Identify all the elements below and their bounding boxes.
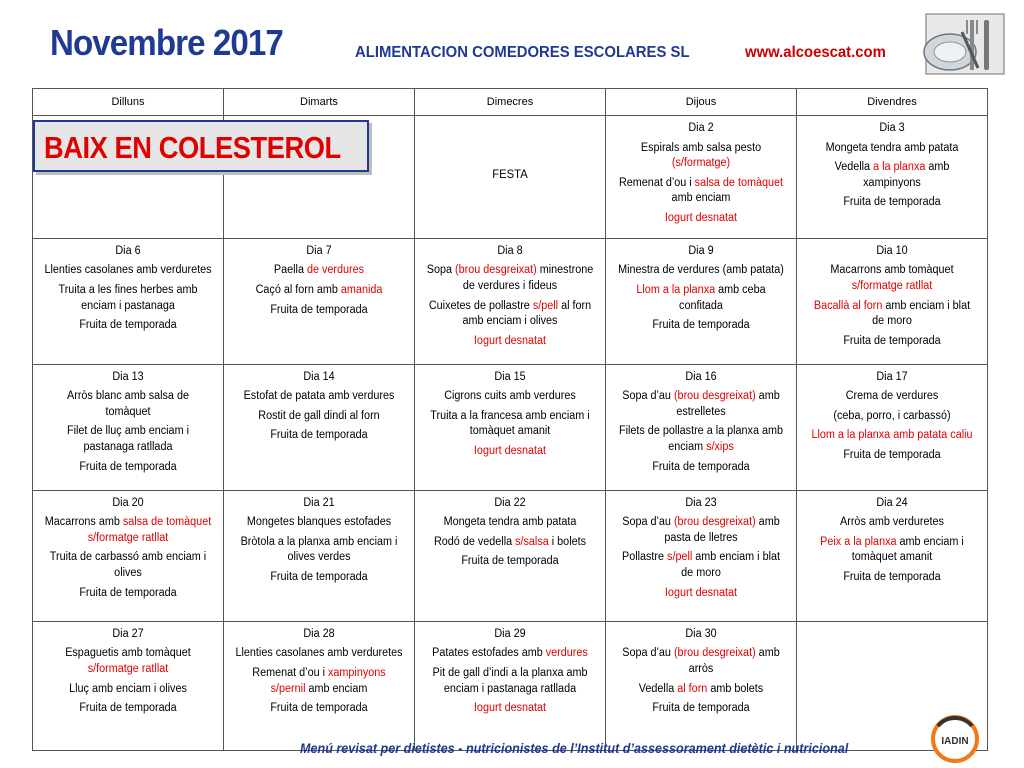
menu-line (617, 424, 784, 455)
menu-cell-thursday (606, 116, 797, 239)
menu-cell-wednesday (415, 621, 606, 750)
menu-line (426, 515, 593, 531)
menu-text: Fruita de temporada (652, 460, 750, 473)
menu-text: Espirals amb salsa pesto (640, 141, 762, 154)
menu-text: amb ceba confitada (679, 283, 766, 312)
menu-text: amb enciam i blat de moro (872, 299, 971, 328)
menu-cell-monday (33, 238, 224, 364)
menu-text: Fruita de temporada (461, 555, 559, 568)
highlight-text: (brou desgreixat) (455, 264, 537, 277)
menu-text: minestrone de verdures i fideus (462, 264, 594, 292)
menu-text: FESTA (492, 167, 528, 181)
menu-line (808, 448, 975, 464)
menu-line (426, 299, 593, 330)
menu-cell-wednesday (415, 238, 606, 364)
menu-text: Fruita de temporada (270, 702, 368, 715)
menu-text: Dia 29 (494, 627, 526, 640)
menu-line (235, 515, 402, 531)
day-number (44, 370, 211, 386)
menu-text: Dia 6 (115, 244, 141, 257)
highlight-text: amanida (340, 283, 383, 296)
highlight-text: (brou desgreixat) (673, 647, 756, 660)
day-number (235, 244, 402, 260)
menu-text: Macarrons amb (44, 516, 123, 529)
menu-text: Dia 22 (494, 496, 526, 509)
weekly-menu-table (32, 88, 988, 751)
menu-text: Rostit de gall dindi al forn (258, 409, 380, 422)
menu-text: Dia 7 (306, 244, 332, 257)
menu-cell-friday (797, 238, 988, 364)
menu-line (426, 166, 593, 182)
menu-text: Fruita de temporada (270, 429, 368, 442)
menu-line (235, 409, 402, 425)
menu-line (235, 570, 402, 586)
menu-line (617, 389, 784, 420)
menu-text: Mongeta tendra amb patata (443, 516, 577, 529)
menu-line (44, 283, 211, 314)
menu-cell-friday (797, 490, 988, 621)
highlight-text: Iogurt desnatat (664, 211, 738, 224)
menu-line (617, 283, 784, 314)
menu-text: Estofat de patata amb verdures (243, 390, 395, 403)
menu-line (235, 701, 402, 717)
menu-cell-thursday (606, 364, 797, 490)
menu-text: Dia 9 (688, 244, 714, 257)
menu-text: Fruita de temporada (270, 570, 368, 583)
menu-cell-thursday (606, 490, 797, 621)
menu-line (808, 263, 975, 294)
menu-text: Dia 8 (497, 244, 523, 257)
day-number (235, 496, 402, 512)
menu-line (235, 535, 402, 566)
menu-text: Dia 20 (112, 496, 144, 509)
menu-line (44, 460, 211, 476)
iadin-logo-icon (930, 714, 980, 764)
day-number (426, 496, 593, 512)
menu-line (617, 646, 784, 677)
menu-line (617, 682, 784, 698)
page-title: Novembre 2017 (50, 22, 283, 63)
day-number (235, 627, 402, 643)
menu-line (235, 646, 402, 662)
menu-line (617, 586, 784, 602)
day-number (808, 370, 975, 386)
menu-line (426, 409, 593, 440)
menu-cell-monday (33, 621, 224, 750)
menu-text: Arròs amb verduretes (840, 516, 944, 529)
menu-text: Dia 3 (879, 122, 905, 134)
iadin-logo-text: IADIN (941, 736, 969, 747)
footer-note: Menú revisat per dietistes - nutricionistes de l’Institut d’assessorament dietètic i nutricional (300, 740, 849, 756)
menu-line (44, 682, 211, 698)
menu-text: Fruita de temporada (843, 449, 941, 461)
menu-line (426, 554, 593, 570)
menu-text: Cigrons cuits amb verdures (444, 390, 576, 403)
menu-cell-thursday (606, 238, 797, 364)
menu-text: Dia 2 (688, 122, 714, 134)
menu-line (235, 666, 402, 697)
menu-line (426, 646, 593, 662)
menu-text: Fruita de temporada (79, 460, 177, 473)
menu-line (808, 141, 975, 157)
menu-text: Mongeta tendra amb patata (825, 141, 959, 154)
menu-text: Sopa (426, 264, 456, 277)
weekday-header-row (33, 89, 988, 116)
menu-line (617, 515, 784, 546)
highlight-text: s/pell (667, 551, 693, 564)
menu-text: (ceba, porro, i carbassó) (833, 409, 951, 422)
menu-text: Vedella (834, 161, 874, 174)
menu-text: Remenat d’ou i (252, 666, 329, 679)
menu-text: Dia 23 (685, 496, 717, 509)
menu-text: amb arròs (688, 647, 780, 675)
highlight-text: salsa de tomàquet (694, 176, 784, 189)
menu-line (44, 263, 211, 279)
menu-line (426, 334, 593, 350)
menu-text: Dia 15 (494, 370, 526, 383)
menu-text: Truita de carbassó amb enciam i olives (49, 551, 207, 579)
menu-text: Crema de verdures (845, 390, 939, 403)
menu-text: amb enciam (671, 192, 731, 205)
day-number (235, 370, 402, 386)
menu-text: amb estrelletes (676, 390, 780, 418)
menu-text: Macarrons amb tomàquet (830, 264, 954, 277)
menu-line (617, 176, 784, 207)
day-number (617, 370, 784, 386)
menu-line (808, 535, 975, 566)
menu-text: Dia 30 (685, 627, 717, 640)
highlight-text: s/pell (532, 299, 559, 312)
menu-text: Dia 17 (876, 370, 908, 383)
menu-text: Dia 14 (303, 370, 335, 383)
menu-text: Remenat d’ou i (618, 176, 695, 189)
menu-line (617, 263, 784, 279)
menu-cell-monday (33, 490, 224, 621)
week-row-5 (33, 621, 988, 750)
highlight-text: verdures (545, 647, 588, 660)
menu-line (808, 428, 975, 444)
menu-line (617, 318, 784, 334)
menu-cell-thursday (606, 621, 797, 750)
menu-text: Truita a la francesa amb enciam i tomàquet amanit (430, 409, 590, 438)
day-number (44, 627, 211, 643)
highlight-text: a la planxa (873, 161, 926, 174)
menu-cell-wednesday (415, 490, 606, 621)
menu-line (426, 389, 593, 405)
menu-line (808, 334, 975, 350)
menu-cell-tuesday (224, 238, 415, 364)
cutlery-logo-icon (918, 12, 1008, 78)
day-number (808, 121, 975, 137)
menu-text: Fruita de temporada (79, 586, 177, 599)
day-number (44, 244, 211, 260)
highlight-text: s/formatge ratllat (87, 662, 169, 675)
menu-line (808, 195, 975, 211)
menu-line (44, 701, 211, 717)
menu-text: Fruita de temporada (79, 702, 177, 715)
menu-line (617, 141, 784, 172)
menu-line (44, 515, 211, 546)
menu-text: Espaguetis amb tomàquet (65, 647, 191, 660)
menu-cell-tuesday (224, 490, 415, 621)
menu-text: Pit de gall d’indi a la planxa amb enciam i pastanaga ratllada (432, 666, 588, 695)
low-cholesterol-badge (33, 120, 369, 172)
menu-cell-monday (33, 364, 224, 490)
menu-line (617, 460, 784, 476)
menu-text: Fruita de temporada (652, 702, 750, 715)
day-number (426, 244, 593, 260)
menu-text: amb enciam i blat de moro (681, 551, 781, 579)
highlight-text: al forn (677, 682, 708, 695)
menu-text: Arròs blanc amb salsa de tomàquet (67, 390, 189, 418)
company-name: ALIMENTACION COMEDORES ESCOLARES SL (355, 44, 690, 61)
highlight-text: Llom a la planxa amb patata caliu (811, 429, 973, 442)
menu-cell-wednesday (415, 364, 606, 490)
menu-text: Dia 24 (876, 496, 908, 509)
highlight-text: Peix a la planxa (820, 535, 897, 548)
highlight-text: Iogurt desnatat (473, 702, 547, 715)
menu-line (617, 211, 784, 227)
week-row-4 (33, 490, 988, 621)
menu-text: Cuixetes de pollastre (428, 299, 533, 312)
highlight-text: Iogurt desnatat (473, 445, 547, 457)
menu-text: al forn amb enciam i olives (462, 299, 592, 328)
day-header-friday: Divendres (797, 89, 988, 116)
highlight-text: de verdures (306, 264, 365, 277)
menu-text: Dia 27 (112, 627, 144, 640)
menu-line (617, 701, 784, 717)
day-number (617, 244, 784, 260)
day-number (808, 244, 975, 260)
highlight-text: Llom a la planxa (636, 283, 716, 296)
day-number (808, 496, 975, 512)
day-header-tuesday: Dimarts (224, 89, 415, 116)
menu-text: Sopa d’au (622, 647, 674, 660)
menu-line (44, 318, 211, 334)
day-number (426, 370, 593, 386)
menu-text: Patates estofades amb (432, 647, 546, 660)
badge-text: BAIX EN COLESTEROL (44, 130, 341, 165)
menu-text: Truita a les fines herbes amb enciam i pastanaga (58, 283, 198, 312)
menu-text: amb xampinyons (863, 161, 950, 189)
menu-line (44, 586, 211, 602)
menu-cell-friday (797, 116, 988, 239)
menu-text: Dia 13 (112, 370, 144, 383)
highlight-text: (s/formatge) (671, 157, 731, 170)
menu-text: Llenties casolanes amb verduretes (44, 264, 212, 277)
menu-line (235, 303, 402, 319)
menu-text: Rodó de vedella (433, 535, 516, 548)
menu-line (44, 389, 211, 420)
menu-text: amb enciam (305, 682, 368, 695)
menu-text: Fruita de temporada (843, 196, 941, 209)
menu-text: Sopa d’au (622, 390, 674, 403)
day-header-thursday: Dijous (606, 89, 797, 116)
menu-line (808, 409, 975, 425)
menu-line (808, 160, 975, 191)
menu-line (235, 428, 402, 444)
menu-line (426, 535, 593, 551)
menu-text: amb bolets (707, 682, 764, 695)
highlight-text: s/xips (706, 441, 734, 453)
day-number (617, 496, 784, 512)
menu-text: Fruita de temporada (843, 334, 941, 347)
menu-text: Fruita de temporada (652, 319, 750, 332)
highlight-text: Bacallà al forn (813, 299, 883, 312)
menu-text: Pollastre (621, 551, 668, 564)
menu-line (235, 389, 402, 405)
day-header-wednesday: Dimecres (415, 89, 606, 116)
menu-text: Mongetes blanques estofades (246, 516, 392, 529)
menu-line (44, 550, 211, 581)
menu-text: Dia 16 (685, 370, 717, 383)
week-row-3 (33, 364, 988, 490)
highlight-text: (brou desgreixat) (673, 516, 756, 529)
menu-line (808, 389, 975, 405)
menu-text: Dia 28 (303, 627, 335, 640)
menu-cell-tuesday (224, 621, 415, 750)
menu-line (617, 550, 784, 581)
menu-text: Bròtola a la planxa amb enciam i olives verdes (240, 535, 398, 564)
menu-text: Caçó al forn amb (255, 283, 341, 296)
highlight-text: xampinyons s/pernil (270, 666, 386, 695)
menu-line (44, 646, 211, 677)
highlight-text: Iogurt desnatat (473, 334, 547, 347)
day-number (617, 121, 784, 137)
menu-text: Dia 10 (876, 244, 908, 257)
menu-line (44, 424, 211, 455)
menu-line (808, 570, 975, 586)
highlight-text: (brou desgreixat) (673, 390, 756, 403)
menu-line (426, 263, 593, 294)
menu-text: Lluç amb enciam i olives (69, 682, 187, 695)
menu-cell-tuesday (224, 364, 415, 490)
menu-text: Paella (273, 264, 307, 277)
day-header-monday: Dilluns (33, 89, 224, 116)
highlight-text: s/salsa (515, 535, 549, 548)
menu-text: amb pasta de lletres (664, 516, 780, 544)
menu-text: Fruita de temporada (843, 570, 941, 583)
menu-text: Fruita de temporada (79, 319, 177, 332)
menu-line (426, 701, 593, 717)
menu-text: Minestra de verdures (amb patata) (618, 264, 784, 277)
menu-line (808, 299, 975, 330)
menu-text: Filets de pollastre a la planxa amb enciam (618, 425, 784, 453)
menu-line (426, 666, 593, 697)
day-number (426, 627, 593, 643)
day-number (617, 627, 784, 643)
menu-line (426, 444, 593, 460)
menu-text: amb enciam i tomàquet amanit (851, 535, 964, 564)
website-link[interactable]: www.alcoescat.com (745, 44, 886, 61)
menu-cell-friday (797, 364, 988, 490)
highlight-text: s/formatge ratllat (851, 279, 933, 292)
menu-cell-wednesday (415, 116, 606, 239)
menu-line (235, 263, 402, 279)
menu-text: Llenties casolanes amb verduretes (235, 647, 403, 660)
menu-text: Dia 21 (303, 496, 335, 509)
week-row-2 (33, 238, 988, 364)
menu-text: Sopa d’au (622, 516, 674, 529)
day-number (44, 496, 211, 512)
menu-text: Fruita de temporada (270, 303, 368, 316)
highlight-text: Iogurt desnatat (664, 586, 738, 599)
menu-text: Vedella (638, 682, 678, 695)
highlight-text: salsa de tomàquet s/formatge ratllat (87, 516, 212, 544)
menu-text: i bolets (548, 535, 587, 548)
menu-body (33, 116, 988, 751)
menu-line (235, 283, 402, 299)
menu-line (808, 515, 975, 531)
menu-text: Filet de lluç amb enciam i pastanaga ratllada (67, 425, 189, 453)
